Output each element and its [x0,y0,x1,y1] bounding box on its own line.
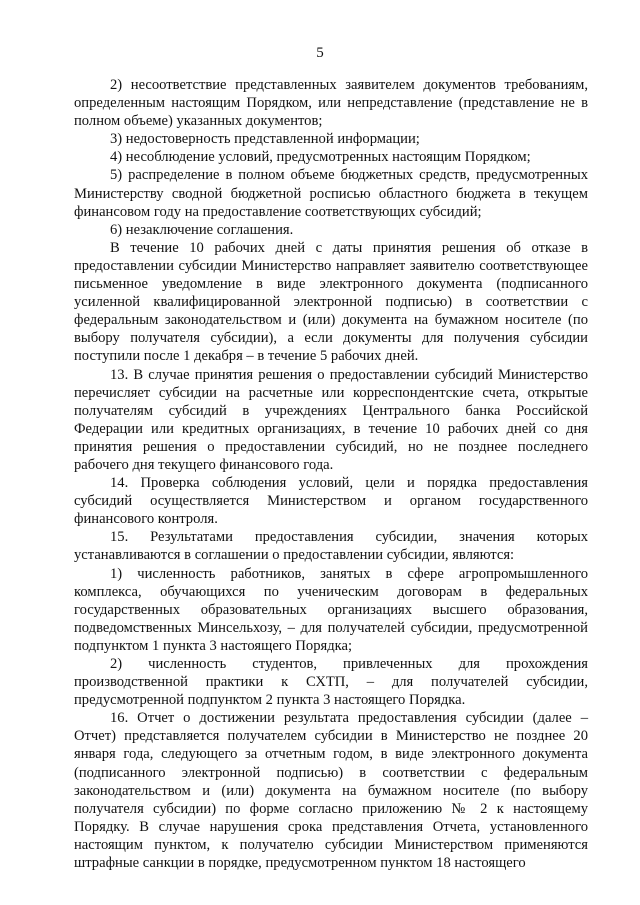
paragraph-result-1: 1) численность работников, занятых в сфере агропромышленного комплекса, обучающихся по ученическим договорам в федеральных государственных образовательных организациях высшего образования, подведомственных Минсельхозу, – для получателей субсидии, предусмотренной подпунктом 1 пункта 3 настоящего Порядка; [74,565,588,654]
paragraph-clause-16: 16. Отчет о достижении результата предоставления субсидии (далее – Отчет) представляется получателем субсидии в Министерство не позднее 20 января года, следующего за отчетным годом, в виде электронного документа (подписанного электронной подписью) в соответствии с федеральным законодательством и (или) документа на бумажном носителе (по выбору получателя субсидии) по форме согласно приложению № 2 к настоящему Порядку. В случае нарушения срока представления Отчета, установленного настоящим пунктом, к получателю субсидии Министерством применяются штрафные санкции в порядке, предусмотренном пунктом 18 настоящего [74,710,588,872]
paragraph-item-3-unreliable-info: 3) недостоверность представленной информации; [110,131,420,148]
paragraph-clause-14: 14. Проверка соблюдения условий, цели и порядка предоставления субсидий осуществляется Министерством и органом государственного финансового контроля. [74,475,588,528]
page-number: 5 [316,45,324,61]
document-body [74,76,588,872]
paragraph-item-4-noncompliance: 4) несоблюдение условий, предусмотренных настоящим Порядком; [110,149,531,166]
paragraph-refusal-notice: В течение 10 рабочих дней с даты принятия решения об отказе в предоставлении субсидии Министерство направляет заявителю соответствующее письменное уведомление в виде электронного документа (подписанного усиленной квалифицированной электронной подписью) в соответствии с федеральным законодательством и (или) документа на бумажном носителе (по выбору получателя субсидии), а если документы для получения субсидии поступили после 1 декабря – в течение 5 рабочих дней. [74,239,588,365]
paragraph-item-6-no-agreement: 6) незаключение соглашения. [110,221,294,238]
paragraph-clause-15: 15. Результатами предоставления субсидии, значения которых устанавливаются в соглашении о предоставлении субсидии, являются: [74,529,588,564]
paragraph-result-2: 2) численность студентов, привлеченных для прохождения производственной практики к СХТП, – для получателей субсидии, предусмотренной подпунктом 2 пункта 3 настоящего Порядка. [74,656,588,709]
paragraph-clause-13: 13. В случае принятия решения о предоставлении субсидий Министерство перечисляет субсидии на расчетные или корреспондентские счета, открытые получателям субсидий в учреждениях Центрального банка Российской Федерации или кредитных организациях, в течение 10 рабочих дней со дня принятия решения о предоставлении субсидий, но не позднее последнего рабочего дня текущего финансового года. [74,366,588,473]
paragraph-item-2-nonconformity: 2) несоответствие представленных заявителем документов требованиям, определенным настоящим Порядком, или непредставление (представление не в полном объеме) указанных документов; [74,77,588,130]
paragraph-item-5-funds-distributed: 5) распределение в полном объеме бюджетных средств, предусмотренных Министерству сводной бюджетной росписью областного бюджета в текущем финансовом году на предоставление соответствующих субсидий; [74,167,588,220]
